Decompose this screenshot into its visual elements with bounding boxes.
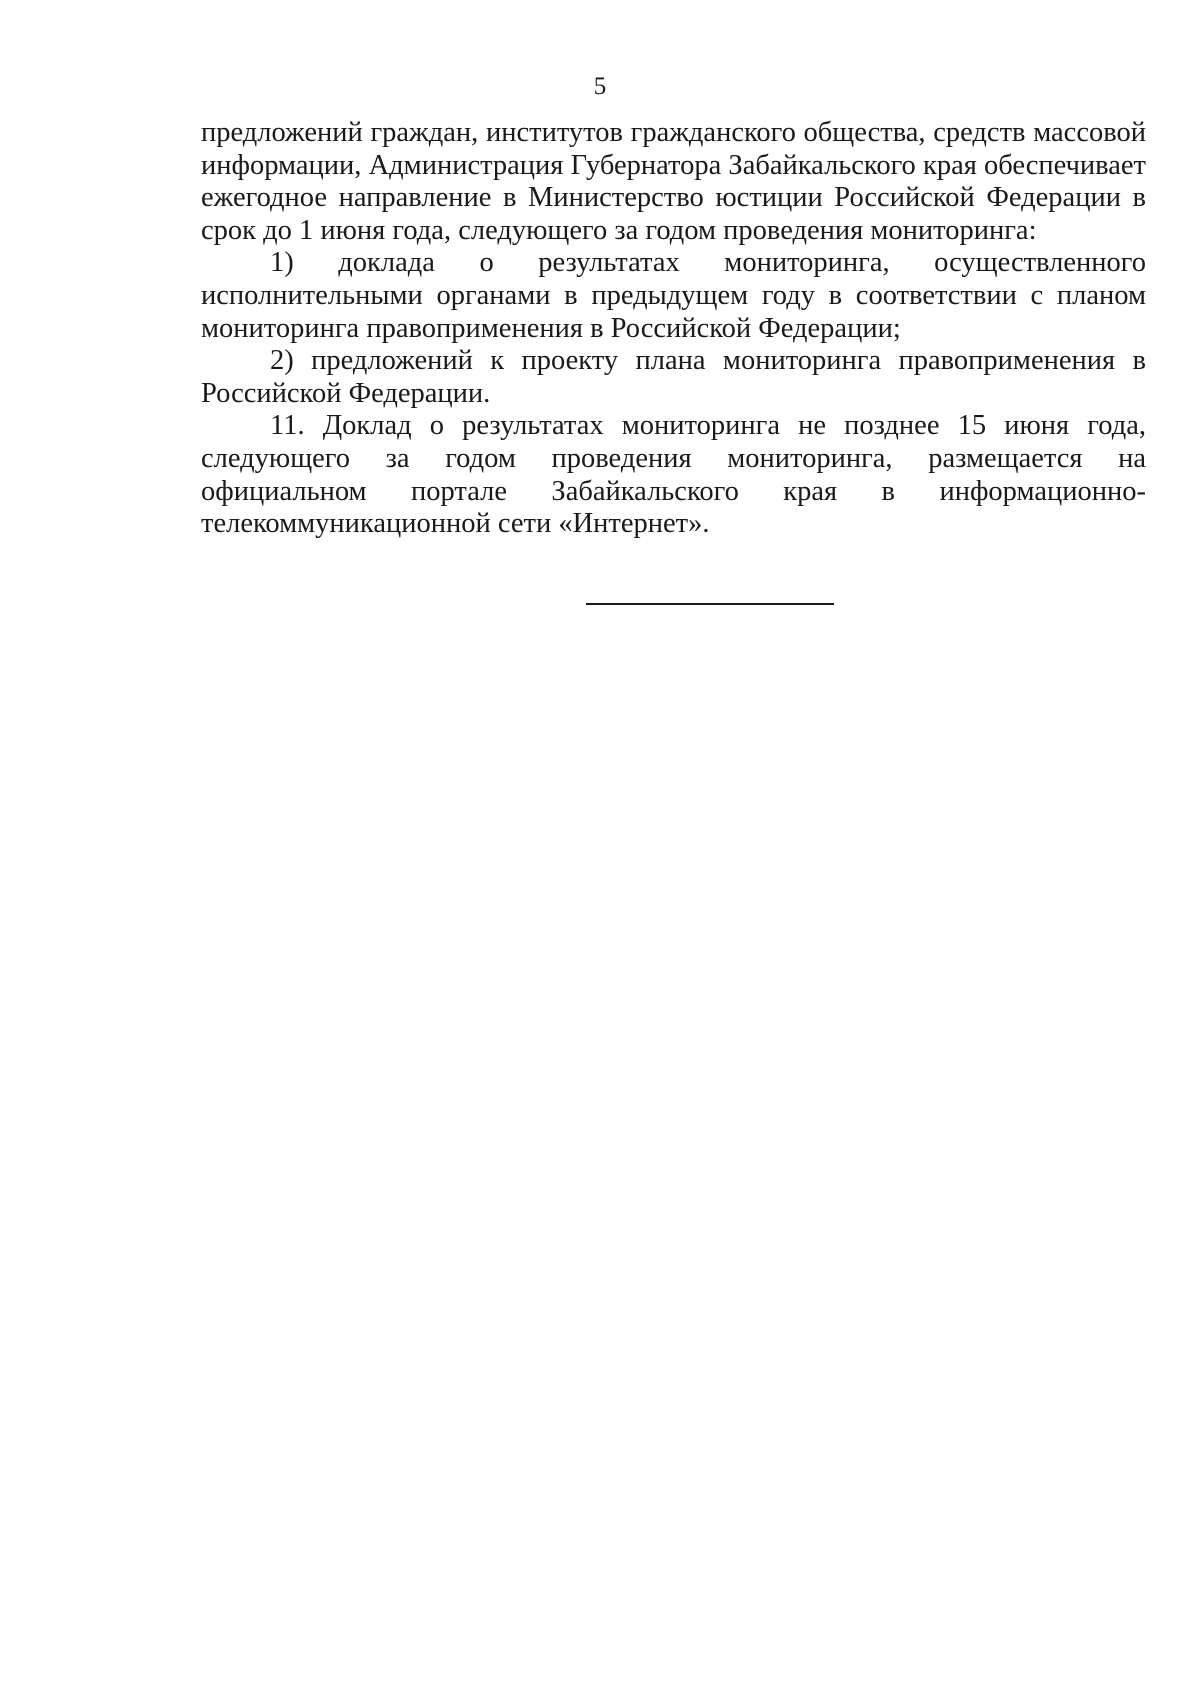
paragraph-intro: предложений граждан, институтов гражданского общества, средств массовой информации, Администрация Губернатора Забайкальского края обеспечивает ежегодное направление в Министерство юстиции Российской Федерации в срок до 1 июня года, следующего за годом проведения мониторинга: bbox=[201, 117, 1146, 246]
document-end-divider bbox=[586, 603, 834, 605]
paragraph-item-2: 2) предложений к проекту плана мониторинга правоприменения в Российской Федерации. bbox=[201, 345, 1146, 409]
document-body bbox=[201, 117, 1146, 541]
page-number: 5 bbox=[593, 73, 607, 100]
paragraph-item-1: 1) доклада о результатах мониторинга, осуществленного исполнительными органами в предыдущем году в соответствии с планом мониторинга правоприменения в Российской Федерации; bbox=[201, 247, 1146, 344]
paragraph-section-11: 11. Доклад о результатах мониторинга не позднее 15 июня года, следующего за годом проведения мониторинга, размещается на официальном портале Забайкальского края в информационно-телекоммуникационной сети «Интернет». bbox=[201, 410, 1146, 540]
